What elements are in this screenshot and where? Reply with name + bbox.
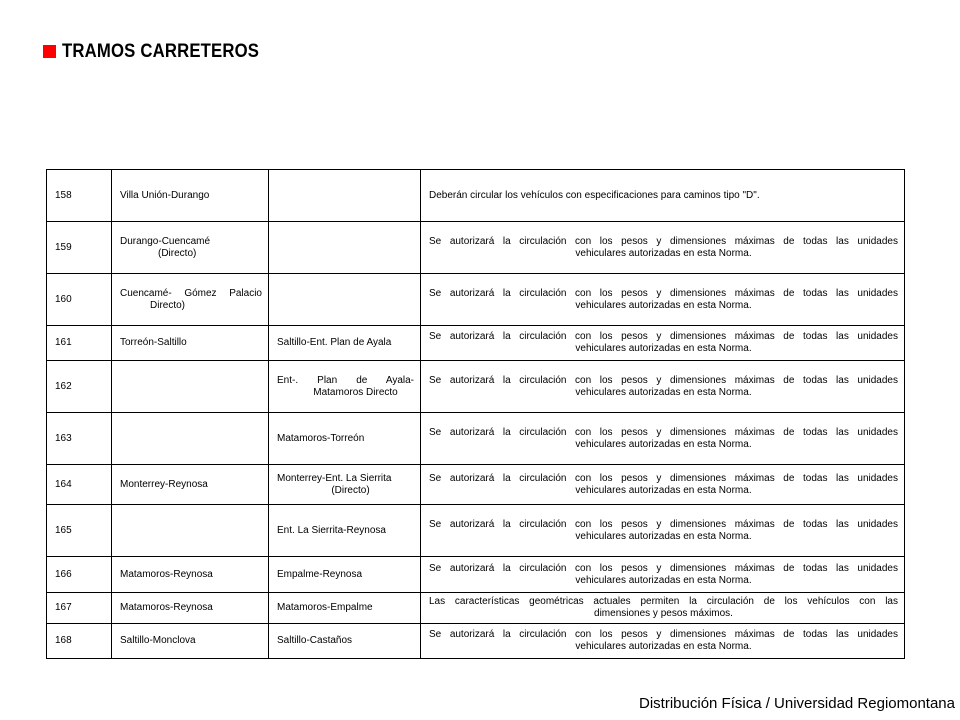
subtramo-line-1: Ent-. Plan de Ayala- [277,374,414,386]
subtramo-cell: Matamoros-Torreón [269,413,421,465]
note-line-1: Se autorizará la circulación con los pesos y dimensiones máximas de todas las unidades [429,562,898,574]
row-number: 161 [47,326,112,361]
title-bullet-square [43,45,56,58]
note-cell [421,326,905,361]
note-line-2: vehiculares autorizadas en esta Norma. [575,530,752,542]
page-title: TRAMOS CARRETEROS [62,41,260,62]
subtramo-cell [269,274,421,326]
row-number: 167 [47,593,112,624]
note-line-2: vehiculares autorizadas en esta Norma. [575,574,752,586]
subtramo-cell: Saltillo-Ent. Plan de Ayala [269,326,421,361]
table-row [47,624,905,659]
table-row [47,413,905,465]
note-cell [421,624,905,659]
table-row [47,326,905,361]
tramo-cell [112,361,269,413]
row-number: 163 [47,413,112,465]
table-row [47,222,905,274]
note-line-1: Se autorizará la circulación con los pesos y dimensiones máximas de todas las unidades [429,235,898,247]
tramo-cell [112,505,269,557]
tramo-line-2: (Directo) [158,247,197,259]
note-line-1: Se autorizará la circulación con los pesos y dimensiones máximas de todas las unidades [429,287,898,299]
tramo-cell [112,274,269,326]
note-line-2: vehiculares autorizadas en esta Norma. [575,484,752,496]
tramo-line-1: Durango-Cuencamé [120,235,211,247]
table-row [47,361,905,413]
note-line-2: vehiculares autorizadas en esta Norma. [575,299,752,311]
note-line-1: Se autorizará la circulación con los pesos y dimensiones máximas de todas las unidades [429,629,898,640]
tramo-line-1: Cuencamé- Gómez Palacio [120,287,262,299]
row-number: 165 [47,505,112,557]
tramo-cell [112,222,269,274]
note-line-1: Las características geométricas actuales permiten la circulación de los vehículos con las [429,596,898,607]
subtramo-cell: Ent. La Sierrita-Reynosa [269,505,421,557]
subtramo-cell [269,465,421,505]
subtramo-line-2: Matamoros Directo [313,386,398,398]
footer-credit: Distribución Física / Universidad Regiomontana [639,695,955,712]
row-number: 158 [47,170,112,222]
note-cell [421,413,905,465]
note-cell [421,593,905,624]
table-row [47,170,905,222]
subtramo-cell [269,170,421,222]
slide-title [43,41,286,63]
subtramo-cell: Matamoros-Empalme [269,593,421,624]
note-line-2: vehiculares autorizadas en esta Norma. [575,343,752,354]
row-number: 164 [47,465,112,505]
note-line-1: Se autorizará la circulación con los pesos y dimensiones máximas de todas las unidades [429,518,898,530]
note-line-1: Se autorizará la circulación con los pesos y dimensiones máximas de todas las unidades [429,331,898,342]
note-line-2: vehiculares autorizadas en esta Norma. [575,247,752,259]
note-line-2: vehiculares autorizadas en esta Norma. [575,386,752,398]
note-cell [421,557,905,593]
subtramo-cell [269,222,421,274]
note-cell [421,505,905,557]
note-cell [421,361,905,413]
tramo-line-2: Directo) [150,299,186,311]
subtramo-cell: Empalme-Reynosa [269,557,421,593]
tramo-cell: Monterrey-Reynosa [112,465,269,505]
note-text: Deberán circular los vehículos con especificaciones para caminos tipo "D". [429,189,760,201]
row-number: 160 [47,274,112,326]
row-number: 168 [47,624,112,659]
tramo-cell: Matamoros-Reynosa [112,593,269,624]
row-number: 166 [47,557,112,593]
note-line-1: Se autorizará la circulación con los pesos y dimensiones máximas de todas las unidades [429,426,898,438]
row-number: 159 [47,222,112,274]
tramo-cell: Saltillo-Monclova [112,624,269,659]
tramo-cell: Villa Unión-Durango [112,170,269,222]
subtramo-line-1: Monterrey-Ent. La Sierrita [277,472,392,484]
row-number: 162 [47,361,112,413]
table-row [47,505,905,557]
tramo-cell: Torreón-Saltillo [112,326,269,361]
table-row [47,465,905,505]
tramos-table [46,169,905,659]
subtramo-line-2: (Directo) [331,484,370,496]
note-line-1: Se autorizará la circulación con los pesos y dimensiones máximas de todas las unidades [429,472,898,484]
note-line-2: vehiculares autorizadas en esta Norma. [575,641,752,652]
note-cell [421,170,905,222]
tramo-cell [112,413,269,465]
table-row [47,593,905,624]
note-line-1: Se autorizará la circulación con los pesos y dimensiones máximas de todas las unidades [429,374,898,386]
subtramo-cell [269,361,421,413]
subtramo-cell: Saltillo-Castaños [269,624,421,659]
note-cell [421,222,905,274]
table-row [47,274,905,326]
note-line-2: dimensiones y pesos máximos. [594,608,733,619]
tramo-cell: Matamoros-Reynosa [112,557,269,593]
note-cell [421,274,905,326]
note-cell [421,465,905,505]
note-line-2: vehiculares autorizadas en esta Norma. [575,438,752,450]
table-row [47,557,905,593]
